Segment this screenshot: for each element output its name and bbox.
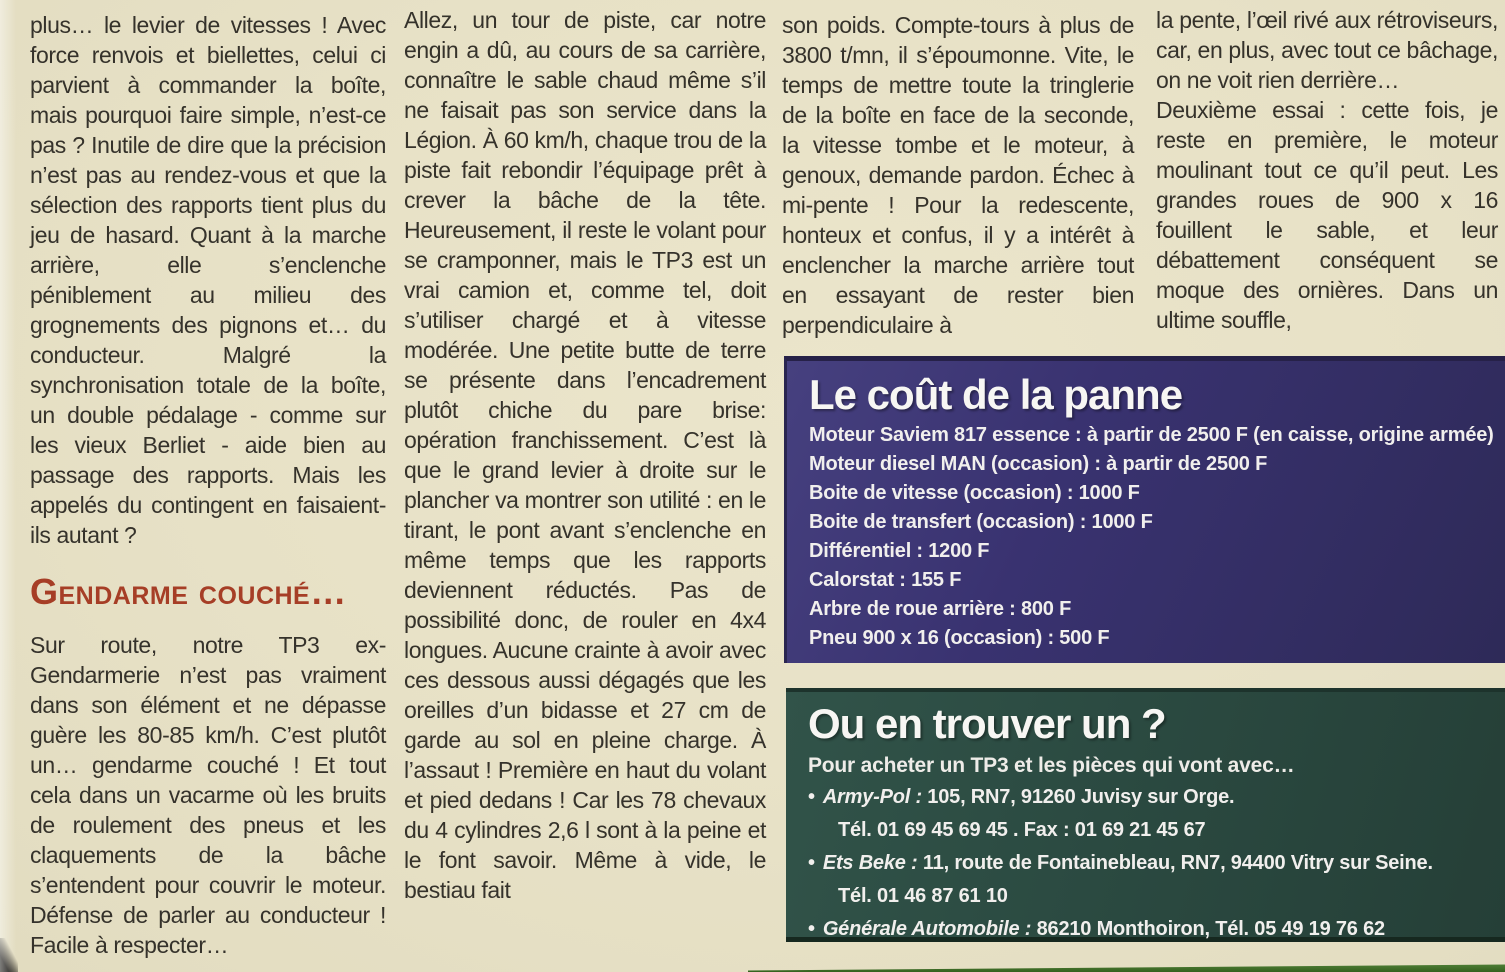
paragraph: Sur route, notre TP3 ex-Gendarmerie n’est pas vraiment dans son élément et ne dépasse guère les 80-85 km/h. C’est plutôt un… gendarme couché ! Et tout cela dans un vacarme où les bruits de roulement des pneus et les claquements de la bâche s’entendent pour couvrir le moteur. Défense de parler au conducteur ! Facile à respecter… [30,632,386,958]
bullet-icon: • [808,852,815,874]
page-edge-green-strip [748,962,1505,972]
column-2 [404,5,766,905]
bullet-icon: • [808,786,815,808]
vendor-phone: Tél. 01 46 87 61 10 [838,885,1008,907]
column-1 [30,10,386,960]
vendor-name: Générale Automobile : [822,918,1032,940]
paragraph: Deuxième essai : cette fois, je reste en première, le moteur moulinant tout ce qu’il peut. Les grandes roues de 900 x 16 fouillent le sable, et leur débattement conséquent se moque des ornières. Dans un ultime souffle, [1156,97,1498,333]
cost-line: Boite de transfert (occasion) : 1000 F [809,511,1153,533]
vendor-box [786,688,1505,942]
vendor-box-title: Ou en trouver un ? [808,700,1166,747]
vendor-address: 11, route de Fontainebleau, RN7, 94400 Vitry sur Seine. [922,852,1433,874]
vendor-address: 105, RN7, 91260 Juvisy sur Orge. [927,786,1235,808]
scan-left-edge-highlight [0,0,16,972]
cost-line: Moteur Saviem 817 essence : à partir de 2500 F (en caisse, origine armée) [809,424,1494,446]
section-heading-gendarme-couche: Gendarme couché… [30,571,347,612]
bullet-icon: • [808,918,815,940]
column-3 [782,10,1134,340]
cost-line: Moteur diesel MAN (occasion) : à partir de 2500 F [809,453,1268,475]
vendor-entry [808,847,1505,880]
cost-box [784,356,1505,663]
column-4 [1156,5,1498,335]
vendor-name: Army-Pol : [822,786,922,808]
vendor-name: Ets Beke : [822,852,918,874]
vendor-phone: Tél. 01 69 45 69 45 . Fax : 01 69 21 45 67 [838,819,1206,841]
cost-line: Différentiel : 1200 F [809,540,990,562]
vendor-intro: Pour acheter un TP3 et les pièces qui vont avec… [808,754,1295,777]
scan-corner-shadow [0,938,18,972]
vendor-entry [808,781,1505,814]
paragraph: la pente, l’œil rivé aux rétroviseurs, car, en plus, avec tout ce bâchage, on ne voit rien derrière… [1156,7,1498,93]
cost-line: Arbre de roue arrière : 800 F [809,598,1072,620]
paragraph: plus… le levier de vitesses ! Avec force renvois et biellettes, celui ci parvient à commander la boîte, mais pourquoi faire simple, n’est-ce pas ? Inutile de dire que la précision n’est pas au rendez-vous et que la sélection des rapports tient plus du jeu de hasard. Quant à la marche arrière, elle s’enclenche péniblement au milieu des grognements des pignons et… du conducteur. Malgré la synchronisation totale de la boîte, un double pédalage - comme sur les vieux Berliet - aide bien au passage des rapports. Mais les appelés du contingent en faisaient-ils autant ? [30,12,386,548]
paragraph: Allez, un tour de piste, car notre engin a dû, au cours de sa carrière, connaître le sable chaud même s’il ne faisait pas son service dans la Légion. À 60 km/h, chaque trou de la piste fait rebondir l’équipage prêt à crever la bâche de la tête. Heureusement, il reste le volant pour se cramponner, mais le TP3 est un vrai camion et, comme tel, doit s’utiliser chargé et à vitesse modérée. Une petite butte de terre se présente dans l’encadrement plutôt chiche du pare brise: opération franchissement. C’est là que le grand levier à droite sur le plancher va montrer son utilité : en le tirant, le pont avant s’enclenche en même temps que les rapports deviennent réductés. Pas de possibilité donc, de rouler en 4x4 longues. Aucune crainte à avoir avec ces dessous aussi dégagés que les oreilles d’un bidasse et 27 cm de garde au sol en pleine charge. À l’assaut ! Première en haut du volant et pied dedans ! Car les 78 chevaux du 4 cylindres 2,6 l sont à la peine et le font savoir. Même à vide, le bestiau fait [404,7,766,903]
cost-line: Pneu 900 x 16 (occasion) : 500 F [809,627,1110,649]
vendor-address: 86210 Monthoiron, Tél. 05 49 19 76 62 [1036,918,1385,940]
vendor-entry [808,913,1505,946]
cost-box-title: Le coût de la panne [809,371,1183,418]
cost-line: Calorstat : 155 F [809,569,962,591]
paragraph: son poids. Compte-tours à plus de 3800 t/mn, il s’époumonne. Vite, le temps de mettre toute la tringlerie de la boîte en face de la seconde, la vitesse tombe et le moteur, à genoux, demande pardon. Échec à mi-pente ! Pour la redescente, honteux et confus, il y a intérêt à enclencher la marche arrière tout en essayant de rester bien perpendiculaire à [782,12,1134,338]
cost-line: Boite de vitesse (occasion) : 1000 F [809,482,1140,504]
